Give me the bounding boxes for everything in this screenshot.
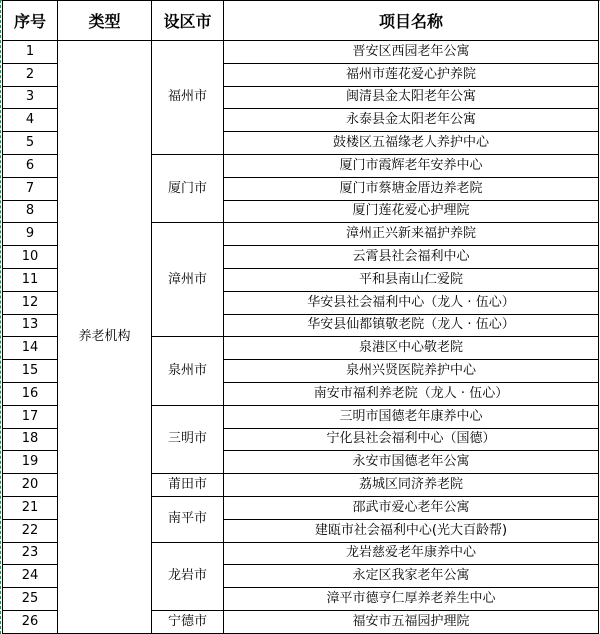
project-name-cell[interactable]: 晋安区西园老年公寓 xyxy=(224,41,599,64)
seq-cell[interactable]: 24 xyxy=(3,565,58,588)
city-cell[interactable]: 泉州市 xyxy=(152,337,224,405)
institution-table xyxy=(2,0,599,634)
project-name-cell[interactable]: 龙岩慈爱老年康养中心 xyxy=(224,542,599,565)
project-name-cell[interactable]: 南安市福利养老院（龙人 · 伍心） xyxy=(224,382,599,405)
project-name-cell[interactable]: 建瓯市社会福利中心(光大百龄帮) xyxy=(224,519,599,542)
seq-cell[interactable]: 17 xyxy=(3,405,58,428)
seq-cell[interactable]: 14 xyxy=(3,337,58,360)
city-cell[interactable]: 南平市 xyxy=(152,496,224,542)
project-name-cell[interactable]: 厦门莲花爱心护理院 xyxy=(224,200,599,223)
project-name-cell[interactable]: 邵武市爱心老年公寓 xyxy=(224,496,599,519)
seq-cell[interactable]: 11 xyxy=(3,268,58,291)
seq-cell[interactable]: 21 xyxy=(3,496,58,519)
seq-cell[interactable]: 4 xyxy=(3,109,58,132)
project-name-cell[interactable]: 荔城区同济养老院 xyxy=(224,474,599,497)
type-cell[interactable]: 养老机构 xyxy=(58,41,152,634)
city-cell[interactable]: 三明市 xyxy=(152,405,224,473)
seq-cell[interactable]: 25 xyxy=(3,588,58,611)
seq-cell[interactable]: 1 xyxy=(3,41,58,64)
project-name-cell[interactable]: 福州市莲花爱心护养院 xyxy=(224,63,599,86)
seq-cell[interactable]: 5 xyxy=(3,132,58,155)
project-name-cell[interactable]: 厦门市蔡塘金厝边养老院 xyxy=(224,177,599,200)
seq-cell[interactable]: 26 xyxy=(3,610,58,633)
seq-cell[interactable]: 10 xyxy=(3,246,58,269)
seq-cell[interactable]: 7 xyxy=(3,177,58,200)
header-type[interactable]: 类型 xyxy=(58,1,152,41)
project-name-cell[interactable]: 永安市国德老年公寓 xyxy=(224,451,599,474)
seq-cell[interactable]: 20 xyxy=(3,474,58,497)
project-name-cell[interactable]: 华安县社会福利中心（龙人 · 伍心） xyxy=(224,291,599,314)
seq-cell[interactable]: 2 xyxy=(3,63,58,86)
project-name-cell[interactable]: 平和县南山仁爱院 xyxy=(224,268,599,291)
project-name-cell[interactable]: 宁化县社会福利中心（国德） xyxy=(224,428,599,451)
seq-cell[interactable]: 15 xyxy=(3,360,58,383)
seq-cell[interactable]: 3 xyxy=(3,86,58,109)
seq-cell[interactable]: 16 xyxy=(3,382,58,405)
city-cell[interactable]: 龙岩市 xyxy=(152,542,224,610)
seq-cell[interactable]: 8 xyxy=(3,200,58,223)
header-row xyxy=(3,1,599,41)
project-name-cell[interactable]: 永泰县金太阳老年公寓 xyxy=(224,109,599,132)
table-row xyxy=(3,41,599,64)
city-cell[interactable]: 莆田市 xyxy=(152,474,224,497)
sheet-left-border xyxy=(0,0,1,634)
spreadsheet xyxy=(2,0,598,632)
project-name-cell[interactable]: 三明市国德老年康养中心 xyxy=(224,405,599,428)
project-name-cell[interactable]: 厦门市霞辉老年安养中心 xyxy=(224,154,599,177)
city-cell[interactable]: 厦门市 xyxy=(152,154,224,222)
seq-cell[interactable]: 9 xyxy=(3,223,58,246)
project-name-cell[interactable]: 华安县仙都镇敬老院（龙人 · 伍心） xyxy=(224,314,599,337)
seq-cell[interactable]: 23 xyxy=(3,542,58,565)
table-body xyxy=(3,41,599,634)
project-name-cell[interactable]: 漳平市德亨仁厚养老养生中心 xyxy=(224,588,599,611)
project-name-cell[interactable]: 永定区我家老年公寓 xyxy=(224,565,599,588)
header-seq[interactable]: 序号 xyxy=(3,1,58,41)
project-name-cell[interactable]: 泉州兴贤医院养护中心 xyxy=(224,360,599,383)
seq-cell[interactable]: 18 xyxy=(3,428,58,451)
seq-cell[interactable]: 6 xyxy=(3,154,58,177)
project-name-cell[interactable]: 漳州正兴新来福护养院 xyxy=(224,223,599,246)
seq-cell[interactable]: 22 xyxy=(3,519,58,542)
project-name-cell[interactable]: 鼓楼区五福缘老人养护中心 xyxy=(224,132,599,155)
header-city[interactable]: 设区市 xyxy=(152,1,224,41)
project-name-cell[interactable]: 福安市五福园护理院 xyxy=(224,610,599,633)
header-project[interactable]: 项目名称 xyxy=(224,1,599,41)
seq-cell[interactable]: 13 xyxy=(3,314,58,337)
seq-cell[interactable]: 19 xyxy=(3,451,58,474)
seq-cell[interactable]: 12 xyxy=(3,291,58,314)
project-name-cell[interactable]: 闽清县金太阳老年公寓 xyxy=(224,86,599,109)
project-name-cell[interactable]: 泉港区中心敬老院 xyxy=(224,337,599,360)
city-cell[interactable]: 宁德市 xyxy=(152,610,224,633)
city-cell[interactable]: 福州市 xyxy=(152,41,224,155)
city-cell[interactable]: 漳州市 xyxy=(152,223,224,337)
project-name-cell[interactable]: 云霄县社会福利中心 xyxy=(224,246,599,269)
